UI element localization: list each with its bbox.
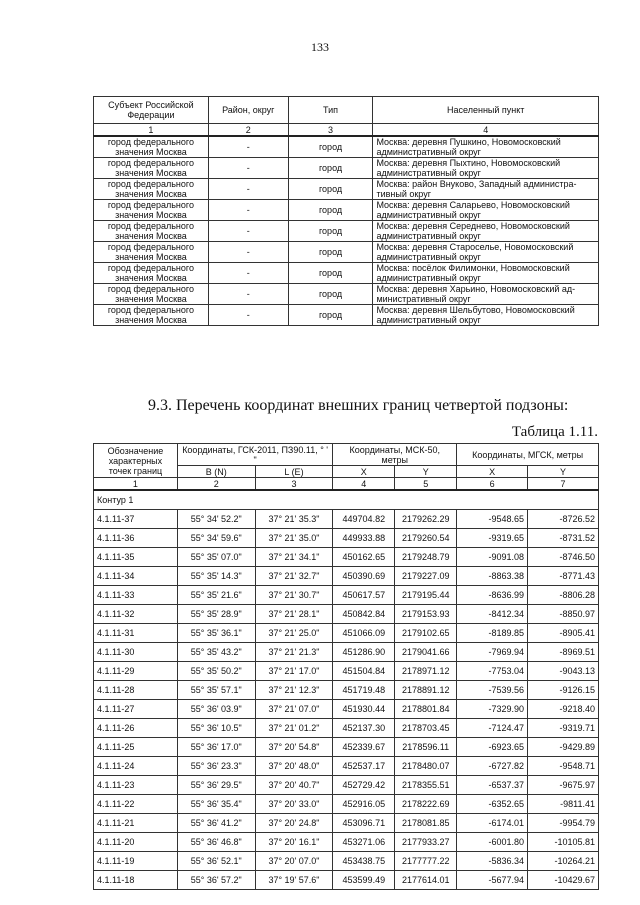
cell-l: 37° 20' 40.7": [255, 776, 333, 795]
cell-l: 37° 21' 35.0": [255, 529, 333, 548]
cell-b: 55° 36' 23.3": [177, 757, 255, 776]
cell-y-msk: 2179153.93: [395, 605, 457, 624]
cell-x-mgsk: -5677.94: [457, 871, 528, 890]
cell-l: 37° 21' 21.3": [255, 643, 333, 662]
cell-subject: город федерального значения Москва: [94, 263, 209, 284]
cell-district: -: [208, 305, 288, 326]
cell-y-msk: 2178222.69: [395, 795, 457, 814]
cell-district: -: [208, 158, 288, 179]
table-row: [94, 662, 599, 681]
table-row: [94, 738, 599, 757]
table-row: [94, 548, 599, 567]
cell-y-msk: 2177933.27: [395, 833, 457, 852]
cell-x-msk: 451066.09: [333, 624, 395, 643]
cell-type: город: [288, 200, 373, 221]
cell-type: город: [288, 263, 373, 284]
table-row: [94, 776, 599, 795]
cell-b: 55° 36' 03.9": [177, 700, 255, 719]
table-row: [94, 605, 599, 624]
cell-l: 37° 21' 30.7": [255, 586, 333, 605]
cell-y-mgsk: -9811.41: [528, 795, 599, 814]
table-row: [94, 179, 599, 200]
table-row: [94, 681, 599, 700]
section-title: 9.3. Перечень координат внешних границ четвертой подзоны:: [148, 397, 569, 414]
cell-b: 55° 35' 57.1": [177, 681, 255, 700]
cell-x-msk: 452537.17: [333, 757, 395, 776]
cell-x-msk: 449933.88: [333, 529, 395, 548]
cell-district: -: [208, 263, 288, 284]
cell-b: 55° 34' 59.6": [177, 529, 255, 548]
cell-point-id: 4.1.11-24: [94, 757, 178, 776]
column-number: 3: [288, 124, 373, 137]
subheader-y-msk: Y: [395, 466, 457, 478]
cell-x-msk: 452729.42: [333, 776, 395, 795]
contour-label: Контур 1: [94, 490, 599, 510]
header-mgsk: Координаты, МГСК, метры: [457, 444, 599, 466]
cell-y-msk: 2178355.51: [395, 776, 457, 795]
cell-district: -: [208, 284, 288, 305]
table-row: [94, 852, 599, 871]
cell-l: 37° 20' 16.1": [255, 833, 333, 852]
cell-subject: город федерального значения Москва: [94, 158, 209, 179]
cell-l: 37° 21' 28.1": [255, 605, 333, 624]
cell-settlement: Москва: деревня Пыхтино, Новомосковский административный округ: [373, 158, 599, 179]
cell-y-mgsk: -9043.13: [528, 662, 599, 681]
cell-subject: город федерального значения Москва: [94, 221, 209, 242]
table-row: [94, 833, 599, 852]
header-designation: Обозначение характерных точек границ: [94, 444, 178, 478]
header-type: Тип: [288, 97, 373, 124]
cell-point-id: 4.1.11-28: [94, 681, 178, 700]
cell-x-mgsk: -5836.34: [457, 852, 528, 871]
table-row: [94, 814, 599, 833]
cell-type: город: [288, 158, 373, 179]
cell-x-msk: 451719.48: [333, 681, 395, 700]
cell-y-mgsk: -10264.21: [528, 852, 599, 871]
table-row: [94, 284, 599, 305]
cell-point-id: 4.1.11-32: [94, 605, 178, 624]
cell-b: 55° 34' 52.2": [177, 510, 255, 529]
cell-b: 55° 35' 28.9": [177, 605, 255, 624]
cell-y-msk: 2179195.44: [395, 586, 457, 605]
table-row: [94, 305, 599, 326]
cell-x-msk: 451504.84: [333, 662, 395, 681]
cell-point-id: 4.1.11-22: [94, 795, 178, 814]
cell-x-mgsk: -8863.38: [457, 567, 528, 586]
column-number: 6: [457, 478, 528, 491]
table-row: [94, 586, 599, 605]
table-row: [94, 221, 599, 242]
cell-l: 37° 20' 24.8": [255, 814, 333, 833]
cell-point-id: 4.1.11-33: [94, 586, 178, 605]
cell-l: 37° 21' 07.0": [255, 700, 333, 719]
cell-l: 37° 20' 33.0": [255, 795, 333, 814]
cell-point-id: 4.1.11-29: [94, 662, 178, 681]
subheader-b: B (N): [177, 466, 255, 478]
cell-y-msk: 2178596.11: [395, 738, 457, 757]
coordinates-table: [93, 443, 599, 890]
cell-y-msk: 2177614.01: [395, 871, 457, 890]
header-district: Район, округ: [208, 97, 288, 124]
cell-point-id: 4.1.11-34: [94, 567, 178, 586]
cell-y-mgsk: -9954.79: [528, 814, 599, 833]
cell-y-msk: 2179227.09: [395, 567, 457, 586]
cell-settlement: Москва: деревня Пушкино, Новомосковский административный округ: [373, 136, 599, 158]
column-number: 3: [255, 478, 333, 491]
subheader-x-msk: X: [333, 466, 395, 478]
table-row: [94, 871, 599, 890]
cell-l: 37° 21' 34.1": [255, 548, 333, 567]
cell-settlement: Москва: посёлок Филимонки, Новомосковский административный округ: [373, 263, 599, 284]
cell-x-msk: 450842.84: [333, 605, 395, 624]
table-row: [94, 795, 599, 814]
table-row: [94, 624, 599, 643]
cell-y-msk: 2179248.79: [395, 548, 457, 567]
cell-point-id: 4.1.11-27: [94, 700, 178, 719]
cell-x-mgsk: -6001.80: [457, 833, 528, 852]
cell-settlement: Москва: деревня Саларьево, Новомосковский административный округ: [373, 200, 599, 221]
cell-y-mgsk: -8905.41: [528, 624, 599, 643]
cell-y-mgsk: -8850.97: [528, 605, 599, 624]
column-number: 1: [94, 478, 178, 491]
cell-x-mgsk: -7969.94: [457, 643, 528, 662]
cell-point-id: 4.1.11-18: [94, 871, 178, 890]
cell-x-mgsk: -6727.82: [457, 757, 528, 776]
cell-y-mgsk: -9675.97: [528, 776, 599, 795]
cell-x-msk: 452916.05: [333, 795, 395, 814]
cell-settlement: Москва: деревня Староселье, Новомосковский административный округ: [373, 242, 599, 263]
cell-settlement: Москва: деревня Харьино, Новомосковский ад-министративный округ: [373, 284, 599, 305]
cell-point-id: 4.1.11-25: [94, 738, 178, 757]
cell-l: 37° 21' 17.0": [255, 662, 333, 681]
column-number: 4: [373, 124, 599, 137]
column-number: 1: [94, 124, 209, 137]
cell-subject: город федерального значения Москва: [94, 284, 209, 305]
cell-point-id: 4.1.11-31: [94, 624, 178, 643]
cell-x-msk: 450162.65: [333, 548, 395, 567]
cell-l: 37° 20' 07.0": [255, 852, 333, 871]
column-number: 2: [177, 478, 255, 491]
header-settlement: Населенный пункт: [373, 97, 599, 124]
cell-y-mgsk: -8771.43: [528, 567, 599, 586]
cell-x-mgsk: -6923.65: [457, 738, 528, 757]
cell-b: 55° 36' 57.2": [177, 871, 255, 890]
cell-l: 37° 20' 54.8": [255, 738, 333, 757]
cell-point-id: 4.1.11-21: [94, 814, 178, 833]
cell-l: 37° 21' 32.7": [255, 567, 333, 586]
cell-b: 55° 35' 21.6": [177, 586, 255, 605]
cell-x-msk: 450390.69: [333, 567, 395, 586]
cell-subject: город федерального значения Москва: [94, 242, 209, 263]
cell-l: 37° 21' 25.0": [255, 624, 333, 643]
cell-district: -: [208, 179, 288, 200]
cell-y-msk: 2178703.45: [395, 719, 457, 738]
cell-type: город: [288, 179, 373, 200]
cell-district: -: [208, 221, 288, 242]
cell-b: 55° 35' 07.0": [177, 548, 255, 567]
cell-y-msk: 2178480.07: [395, 757, 457, 776]
cell-y-mgsk: -8746.50: [528, 548, 599, 567]
cell-y-msk: 2178081.85: [395, 814, 457, 833]
page-number: 133: [311, 40, 329, 54]
cell-x-mgsk: -6174.01: [457, 814, 528, 833]
cell-x-mgsk: -7753.04: [457, 662, 528, 681]
cell-point-id: 4.1.11-23: [94, 776, 178, 795]
cell-y-msk: 2178891.12: [395, 681, 457, 700]
cell-x-mgsk: -7329.90: [457, 700, 528, 719]
cell-type: город: [288, 242, 373, 263]
column-number: 2: [208, 124, 288, 137]
cell-x-msk: 451286.90: [333, 643, 395, 662]
cell-x-mgsk: -7124.47: [457, 719, 528, 738]
cell-x-msk: 453438.75: [333, 852, 395, 871]
cell-x-mgsk: -8636.99: [457, 586, 528, 605]
table-row: [94, 510, 599, 529]
cell-x-msk: 453096.71: [333, 814, 395, 833]
cell-point-id: 4.1.11-19: [94, 852, 178, 871]
cell-x-msk: 450617.57: [333, 586, 395, 605]
cell-l: 37° 21' 35.3": [255, 510, 333, 529]
cell-x-mgsk: -6352.65: [457, 795, 528, 814]
cell-b: 55° 35' 43.2": [177, 643, 255, 662]
cell-l: 37° 21' 12.3": [255, 681, 333, 700]
cell-y-mgsk: -10429.67: [528, 871, 599, 890]
subheader-l: L (E): [255, 466, 333, 478]
cell-district: -: [208, 136, 288, 158]
cell-point-id: 4.1.11-35: [94, 548, 178, 567]
cell-b: 55° 36' 41.2": [177, 814, 255, 833]
cell-y-msk: 2179260.54: [395, 529, 457, 548]
table-row: [94, 757, 599, 776]
cell-district: -: [208, 242, 288, 263]
cell-x-msk: 451930.44: [333, 700, 395, 719]
column-number: 4: [333, 478, 395, 491]
cell-x-msk: 453271.06: [333, 833, 395, 852]
cell-b: 55° 35' 36.1": [177, 624, 255, 643]
column-number: 5: [395, 478, 457, 491]
header-gsk: Координаты, ГСК-2011, ПЗ90.11, ° ' ": [177, 444, 332, 466]
cell-l: 37° 19' 57.6": [255, 871, 333, 890]
cell-x-mgsk: -9319.65: [457, 529, 528, 548]
cell-x-msk: 449704.82: [333, 510, 395, 529]
table-row: [94, 719, 599, 738]
cell-subject: город федерального значения Москва: [94, 179, 209, 200]
cell-y-msk: 2177777.22: [395, 852, 457, 871]
cell-b: 55° 36' 29.5": [177, 776, 255, 795]
cell-type: город: [288, 284, 373, 305]
table-row: [94, 200, 599, 221]
cell-point-id: 4.1.11-30: [94, 643, 178, 662]
cell-point-id: 4.1.11-36: [94, 529, 178, 548]
cell-y-mgsk: -9319.71: [528, 719, 599, 738]
cell-y-msk: 2179041.66: [395, 643, 457, 662]
cell-l: 37° 21' 01.2": [255, 719, 333, 738]
cell-district: -: [208, 200, 288, 221]
cell-y-msk: 2178971.12: [395, 662, 457, 681]
cell-y-mgsk: -8726.52: [528, 510, 599, 529]
cell-y-msk: 2179262.29: [395, 510, 457, 529]
cell-b: 55° 35' 14.3": [177, 567, 255, 586]
cell-x-msk: 452137.30: [333, 719, 395, 738]
cell-x-mgsk: -8412.34: [457, 605, 528, 624]
cell-type: город: [288, 221, 373, 242]
cell-x-msk: 453599.49: [333, 871, 395, 890]
cell-subject: город федерального значения Москва: [94, 200, 209, 221]
cell-b: 55° 36' 52.1": [177, 852, 255, 871]
cell-b: 55° 36' 46.8": [177, 833, 255, 852]
cell-x-mgsk: -9548.65: [457, 510, 528, 529]
cell-x-msk: 452339.67: [333, 738, 395, 757]
cell-y-mgsk: -9126.15: [528, 681, 599, 700]
cell-l: 37° 20' 48.0": [255, 757, 333, 776]
cell-y-mgsk: -8969.51: [528, 643, 599, 662]
cell-y-mgsk: -9548.71: [528, 757, 599, 776]
cell-x-mgsk: -8189.85: [457, 624, 528, 643]
header-subject: Субъект Российской Федерации: [94, 97, 209, 124]
cell-b: 55° 36' 35.4": [177, 795, 255, 814]
cell-type: город: [288, 305, 373, 326]
cell-y-mgsk: -8806.28: [528, 586, 599, 605]
cell-x-mgsk: -6537.37: [457, 776, 528, 795]
table-row: [94, 643, 599, 662]
cell-subject: город федерального значения Москва: [94, 136, 209, 158]
cell-b: 55° 36' 17.0": [177, 738, 255, 757]
cell-settlement: Москва: деревня Шельбутово, Новомосковский административный округ: [373, 305, 599, 326]
cell-y-msk: 2178801.84: [395, 700, 457, 719]
table-row: [94, 242, 599, 263]
cell-y-mgsk: -10105.81: [528, 833, 599, 852]
cell-x-mgsk: -7539.56: [457, 681, 528, 700]
table-caption: Таблица 1.11.: [511, 424, 598, 440]
cell-subject: город федерального значения Москва: [94, 305, 209, 326]
cell-b: 55° 36' 10.5": [177, 719, 255, 738]
cell-y-msk: 2179102.65: [395, 624, 457, 643]
cell-point-id: 4.1.11-20: [94, 833, 178, 852]
cell-b: 55° 35' 50.2": [177, 662, 255, 681]
cell-y-mgsk: -8731.52: [528, 529, 599, 548]
cell-y-mgsk: -9429.89: [528, 738, 599, 757]
cell-y-mgsk: -9218.40: [528, 700, 599, 719]
table-row: [94, 700, 599, 719]
table-row: [94, 263, 599, 284]
table-row: [94, 158, 599, 179]
table-row: [94, 567, 599, 586]
cell-settlement: Москва: район Внуково, Западный администра-тивный округ: [373, 179, 599, 200]
subheader-x-mgsk: X: [457, 466, 528, 478]
cell-settlement: Москва: деревня Середнево, Новомосковский административный округ: [373, 221, 599, 242]
table-row: [94, 136, 599, 158]
cell-type: город: [288, 136, 373, 158]
subheader-y-mgsk: Y: [528, 466, 599, 478]
header-msk: Координаты, МСК-50, метры: [333, 444, 457, 466]
column-number: 7: [528, 478, 599, 491]
cell-point-id: 4.1.11-26: [94, 719, 178, 738]
settlements-table: [93, 96, 599, 326]
table-row: [94, 529, 599, 548]
cell-point-id: 4.1.11-37: [94, 510, 178, 529]
cell-x-mgsk: -9091.08: [457, 548, 528, 567]
